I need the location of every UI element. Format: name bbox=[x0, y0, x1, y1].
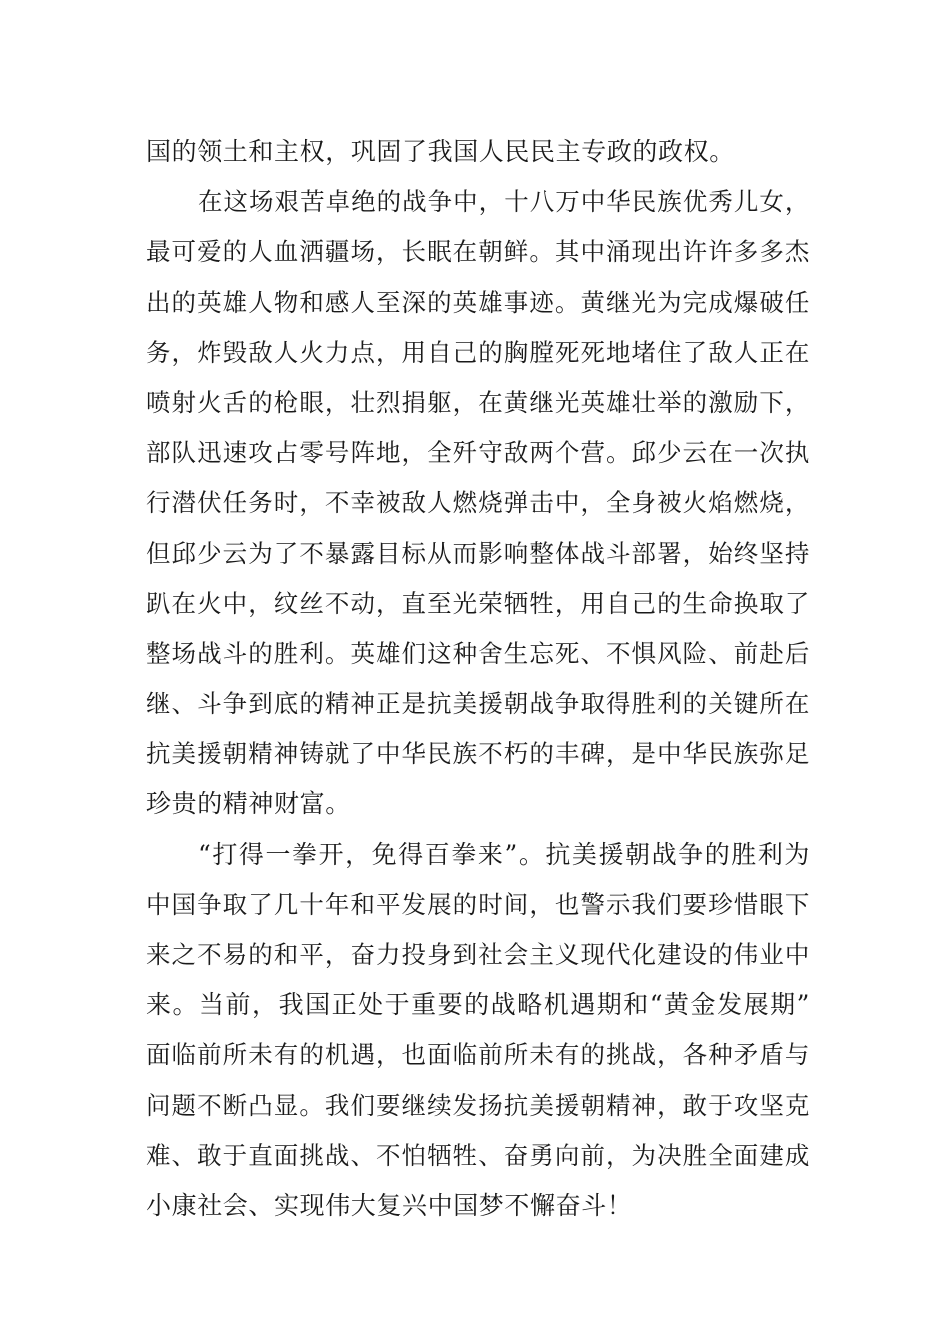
text-line: 抗美援朝精神铸就了中华民族不朽的丰碑，是中华民族弥足 bbox=[146, 739, 810, 769]
text-line: 面临前所未有的机遇，也面临前所未有的挑战，各种矛盾与 bbox=[146, 1040, 810, 1070]
text-line: 继、斗争到底的精神正是抗美援朝战争取得胜利的关键所在 bbox=[146, 689, 810, 719]
text-line: 难、敢于直面挑战、不怕牺牲、奋勇向前，为决胜全面建成 bbox=[146, 1140, 810, 1170]
text-line: 行潜伏任务时，不幸被敌人燃烧弹击中，全身被火焰燃烧， bbox=[146, 488, 810, 518]
text-line: 在这场艰苦卓绝的战争中，十八万中华民族优秀儿女， bbox=[198, 187, 810, 217]
text-line: 趴在火中，纹丝不动，直至光荣牺牲，用自己的生命换取了 bbox=[146, 588, 810, 618]
text-line: “打得一拳开，免得百拳来”。抗美援朝战争的胜利为 bbox=[198, 839, 810, 869]
text-line: 来。当前，我国正处于重要的战略机遇期和“黄金发展期” bbox=[146, 990, 810, 1020]
text-line: 来之不易的和平，奋力投身到社会主义现代化建设的伟业中 bbox=[146, 940, 810, 969]
text-line: 部队迅速攻占零号阵地，全歼守敌两个营。邱少云在一次执 bbox=[146, 438, 810, 468]
text-line: 整场战斗的胜利。英雄们这种舍生忘死、不惧风险、前赴后 bbox=[146, 638, 810, 668]
text-line: 出的英雄人物和感人至深的英雄事迹。黄继光为完成爆破任 bbox=[146, 287, 810, 317]
text-line: 最可爱的人血洒疆场，长眠在朝鲜。其中涌现出许许多多杰 bbox=[146, 237, 810, 267]
text-line: 但邱少云为了不暴露目标从而影响整体战斗部署，始终坚持 bbox=[146, 538, 810, 568]
text-line: 中国争取了几十年和平发展的时间，也警示我们要珍惜眼下 bbox=[146, 889, 810, 919]
text-line: 务，炸毁敌人火力点，用自己的胸膛死死地堵住了敌人正在 bbox=[146, 337, 810, 367]
text-line: 问题不断凸显。我们要继续发扬抗美援朝精神，敢于攻坚克 bbox=[146, 1090, 810, 1120]
text-line: 喷射火舌的枪眼，壮烈捐躯，在黄继光英雄壮举的激励下， bbox=[146, 387, 810, 417]
text-line: 珍贵的精神财富。 bbox=[146, 789, 351, 819]
text-line: 国的领土和主权，巩固了我国人民民主专政的政权。 bbox=[146, 137, 735, 166]
body-text bbox=[146, 127, 810, 1231]
text-line: 小康社会、实现伟大复兴中国梦不懈奋斗！ bbox=[146, 1190, 633, 1220]
